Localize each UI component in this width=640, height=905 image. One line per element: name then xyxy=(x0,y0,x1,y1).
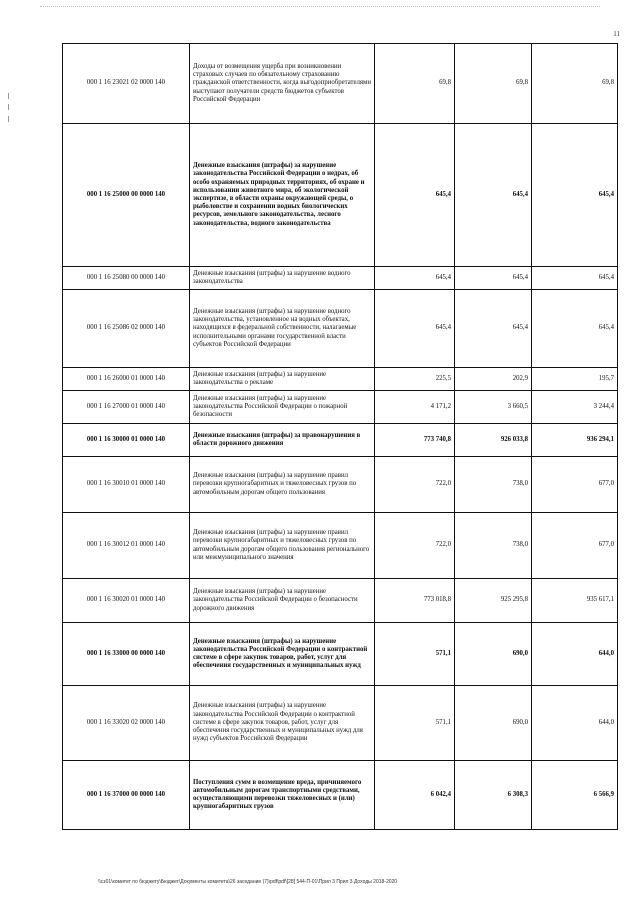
amount-2018-cell: 69,8 xyxy=(375,44,455,124)
table-row xyxy=(63,424,618,457)
budget-code-cell: 000 1 16 25000 00 0000 140 xyxy=(63,124,190,267)
table-row xyxy=(63,761,618,830)
description-cell: Денежные взыскания (штрафы) за нарушение правил перевозки крупногабаритных и тяжеловесных грузов по автомобильным дорогам общего пользования xyxy=(190,457,375,513)
amount-2018-cell: 4 171,2 xyxy=(375,391,455,424)
amount-2018-cell: 6 042,4 xyxy=(375,761,455,830)
amount-2019-cell: 738,0 xyxy=(455,513,532,579)
amount-2018-cell: 773 018,8 xyxy=(375,579,455,623)
amount-2019-cell: 645,4 xyxy=(455,290,532,368)
amount-2020-cell: 195,7 xyxy=(532,368,618,391)
table-row xyxy=(63,368,618,391)
revenue-table xyxy=(62,43,618,830)
budget-code-cell: 000 1 16 30010 01 0000 140 xyxy=(63,457,190,513)
description-cell: Денежные взыскания (штрафы) за нарушение законодательства о рекламе xyxy=(190,368,375,391)
budget-code-cell: 000 1 16 33020 02 0000 140 xyxy=(63,686,190,761)
table-row xyxy=(63,623,618,686)
amount-2018-cell: 225,5 xyxy=(375,368,455,391)
table-row xyxy=(63,267,618,290)
page-number: 11 xyxy=(613,30,620,38)
amount-2019-cell: 3 660,5 xyxy=(455,391,532,424)
amount-2019-cell: 925 295,8 xyxy=(455,579,532,623)
amount-2019-cell: 926 033,8 xyxy=(455,424,532,457)
budget-code-cell: 000 1 16 26000 01 0000 140 xyxy=(63,368,190,391)
table-row xyxy=(63,513,618,579)
amount-2020-cell: 3 244,4 xyxy=(532,391,618,424)
margin-mark xyxy=(8,93,9,99)
table-row xyxy=(63,391,618,424)
amount-2019-cell: 738,0 xyxy=(455,457,532,513)
table-row xyxy=(63,686,618,761)
table-row xyxy=(63,290,618,368)
description-cell: Денежные взыскания (штрафы) за нарушение законодательства Российской Федерации о контрактной системе в сфере закупок товаров, работ, услуг для обеспечения государственных и муниципальных нужд для нужд субъектов Российской Федерации xyxy=(190,686,375,761)
description-cell: Доходы от возмещения ущерба при возникновении страховых случаев по обязательному страхованию гражданской ответственности, когда выгодоприобретателями выступают получатели средств бюджетов субъектов Российской Федерации xyxy=(190,44,375,124)
description-cell: Денежные взыскания (штрафы) за нарушение законодательства Российской Федерации о контрактной системе в сфере закупок товаров, работ, услуг для обеспечения государственных и муниципальных нужд xyxy=(190,623,375,686)
description-cell: Денежные взыскания (штрафы) за нарушение водного законодательства, установленное на водных объектах, находящихся в федеральной собственности, налагаемые исполнительными органами государственной власти субъектов Российской Федерации xyxy=(190,290,375,368)
amount-2018-cell: 722,0 xyxy=(375,513,455,579)
amount-2020-cell: 644,0 xyxy=(532,623,618,686)
amount-2019-cell: 690,0 xyxy=(455,623,532,686)
amount-2018-cell: 571,1 xyxy=(375,686,455,761)
amount-2020-cell: 69,8 xyxy=(532,44,618,124)
amount-2020-cell: 936 294,1 xyxy=(532,424,618,457)
amount-2020-cell: 644,0 xyxy=(532,686,618,761)
table-row xyxy=(63,124,618,267)
table-row xyxy=(63,44,618,124)
budget-code-cell: 000 1 16 23021 02 0000 140 xyxy=(63,44,190,124)
amount-2020-cell: 645,4 xyxy=(532,290,618,368)
budget-code-cell: 000 1 16 25086 02 0000 140 xyxy=(63,290,190,368)
amount-2020-cell: 645,4 xyxy=(532,267,618,290)
budget-code-cell: 000 1 16 27000 01 0000 140 xyxy=(63,391,190,424)
budget-code-cell: 000 1 16 33000 00 0000 140 xyxy=(63,623,190,686)
description-cell: Денежные взыскания (штрафы) за нарушение законодательства Российской Федерации о недрах, об особо охраняемых природных территориях, об охране и использовании животного мира, об экологической экспертизе, в области охраны окружающей среды, о рыболовстве и сохранении водных биологических ресурсов, земельного законодательства, лесного законодательства, водного законодательства xyxy=(190,124,375,267)
amount-2019-cell: 202,9 xyxy=(455,368,532,391)
amount-2018-cell: 571,1 xyxy=(375,623,455,686)
amount-2020-cell: 677,0 xyxy=(532,513,618,579)
description-cell: Поступления сумм в возмещение вреда, причиняемого автомобильным дорогам транспортными средствами, осуществляющими перевозки тяжеловесных и (или) крупногабаритных грузов xyxy=(190,761,375,830)
table-row xyxy=(63,579,618,623)
budget-code-cell: 000 1 16 37000 00 0000 140 xyxy=(63,761,190,830)
description-cell: Денежные взыскания (штрафы) за правонарушения в области дорожного движения xyxy=(190,424,375,457)
amount-2020-cell: 645,4 xyxy=(532,124,618,267)
description-cell: Денежные взыскания (штрафы) за нарушение законодательства Российской Федерации о пожарной безопасности xyxy=(190,391,375,424)
table-row xyxy=(63,457,618,513)
file-path-footer: \\сз01\комитет по бюджету\Бюджет\Документы комитета\26 заседание (7)\pdf\pdf\[28] 544-П-01\Прил 3 Прил 3 Доходы 2018-2020 xyxy=(98,879,398,885)
amount-2018-cell: 645,4 xyxy=(375,267,455,290)
amount-2019-cell: 69,8 xyxy=(455,44,532,124)
amount-2019-cell: 645,4 xyxy=(455,267,532,290)
budget-code-cell: 000 1 16 30000 01 0000 140 xyxy=(63,424,190,457)
amount-2018-cell: 645,4 xyxy=(375,290,455,368)
amount-2020-cell: 677,0 xyxy=(532,457,618,513)
amount-2018-cell: 773 740,8 xyxy=(375,424,455,457)
description-cell: Денежные взыскания (штрафы) за нарушение законодательства Российской Федерации о безопасности дорожного движения xyxy=(190,579,375,623)
amount-2019-cell: 6 308,3 xyxy=(455,761,532,830)
description-cell: Денежные взыскания (штрафы) за нарушение правил перевозки крупногабаритных и тяжеловесных грузов по автомобильным дорогам общего пользования регионального или межмуниципального значения xyxy=(190,513,375,579)
margin-mark xyxy=(8,104,9,110)
scan-top-edge xyxy=(40,6,600,8)
amount-2018-cell: 722,0 xyxy=(375,457,455,513)
amount-2019-cell: 645,4 xyxy=(455,124,532,267)
margin-mark xyxy=(8,116,9,122)
budget-code-cell: 000 1 16 30020 01 0000 140 xyxy=(63,579,190,623)
budget-code-cell: 000 1 16 25080 00 0000 140 xyxy=(63,267,190,290)
amount-2020-cell: 6 566,9 xyxy=(532,761,618,830)
amount-2018-cell: 645,4 xyxy=(375,124,455,267)
amount-2019-cell: 690,0 xyxy=(455,686,532,761)
description-cell: Денежные взыскания (штрафы) за нарушение водного законодательства xyxy=(190,267,375,290)
amount-2020-cell: 935 617,1 xyxy=(532,579,618,623)
budget-code-cell: 000 1 16 30012 01 0000 140 xyxy=(63,513,190,579)
